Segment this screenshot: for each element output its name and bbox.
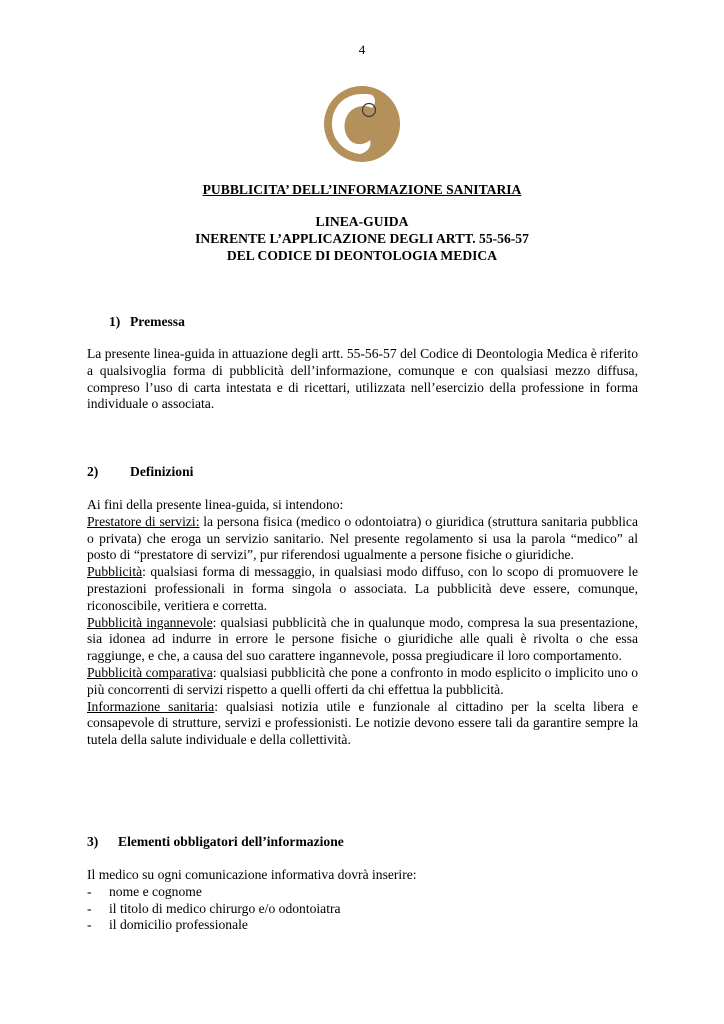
definition-text: : qualsiasi forma di messaggio, in qualsiasi modo diffuso, con lo scopo di promuovere le prestazioni professionali in forma singola o associata. La pubblicità deve essere, comunque, riconoscibile, veritiera e corretta. (87, 564, 638, 613)
definition-term: Pubblicità comparativa (87, 664, 213, 680)
section-number-definizioni: 2) (87, 464, 99, 479)
list-item (87, 884, 638, 901)
premessa-paragraph (87, 346, 638, 413)
definition-item (87, 615, 638, 665)
definition-term: Informazione sanitaria (87, 698, 215, 714)
section-title-definizioni: Definizioni (130, 464, 194, 479)
elementi-intro: Il medico su ogni comunicazione informativa dovrà inserire: (87, 867, 417, 882)
definition-item (87, 564, 638, 614)
document-subtitle (0, 213, 724, 264)
definizioni-block (87, 497, 638, 749)
definition-text: : qualsiasi pubblicità che in qualunque modo, compresa la sua presentazione, sia idonea ad indurre in errore le persone fisiche o giuridiche alle quali è rivolta o che essa raggiunge, e che, a causa del suo carattere ingannevole, possa pregiudicare il loro comportamento. (87, 614, 638, 664)
definition-term: Pubblicità ingannevole (87, 614, 213, 630)
subtitle-line: LINEA-GUIDA (315, 214, 409, 229)
list-item (87, 917, 638, 934)
section-title-elementi: Elementi obbligatori dell’informazione (118, 834, 344, 849)
page-number: 4 (358, 42, 366, 57)
list-item (87, 901, 638, 918)
list-item-text: il titolo di medico chirurgo e/o odontoiatra (109, 900, 341, 916)
definition-item (87, 699, 638, 749)
subtitle-line: DEL CODICE DI DEONTOLOGIA MEDICA (226, 248, 498, 263)
definition-text: la persona fisica (medico o odontoiatra) o giuridica (struttura sanitaria pubblica o privata) che eroga un servizio sanitario. Nel presente regolamento si usa la parola “medico” al posto di “prestatore di servizi”, pur riferendosi ugualmente a persone fisiche o giuridiche. (87, 513, 638, 563)
list-dash: - (87, 900, 92, 916)
definition-text: : qualsiasi pubblicità che pone a confronto in modo esplicito o implicito uno o più concorrenti di servizi rispetto a quelli offerti da chi effettua la pubblicità. (87, 664, 638, 697)
deontology-logo (318, 84, 406, 164)
elementi-list (87, 867, 638, 934)
list-item-text: nome e cognome (109, 883, 202, 899)
list-dash: - (87, 917, 92, 933)
definition-term: Prestatore di servizi: (87, 513, 200, 529)
section-title-premessa: Premessa (130, 314, 185, 329)
definition-term: Pubblicità (87, 564, 143, 580)
list-item-text: il domicilio professionale (109, 917, 248, 933)
definition-item (87, 665, 638, 699)
section-number-elementi: 3) (87, 834, 99, 849)
definizioni-intro: Ai fini della presente linea-guida, si intendono: (87, 497, 344, 512)
definition-item (87, 514, 638, 564)
subtitle-line: INERENTE L’APPLICAZIONE DEGLI ARTT. 55-56-57 (195, 231, 529, 246)
section-number-premessa: 1) (109, 314, 121, 329)
list-dash: - (87, 883, 92, 899)
document-title: PUBBLICITA’ DELL’INFORMAZIONE SANITARIA (202, 182, 522, 197)
premessa-text: La presente linea-guida in attuazione degli artt. 55-56-57 del Codice di Deontologia Medica è riferito a qualsivoglia forma di pubblicità dell’informazione, comunque e con qualsiasi mezzo diffusa, compreso l’uso di carta intestata e di ricettari, utilizzata nell’esercizio della professione in forma individuale o associata. (87, 346, 638, 412)
definition-text: : qualsiasi notizia utile e funzionale al cittadino per la scelta libera e consapevole di strutture, servizi e professionisti. Le notizie devono essere tali da garantire sempre la tutela della salute individuale e della collettività. (87, 698, 638, 748)
